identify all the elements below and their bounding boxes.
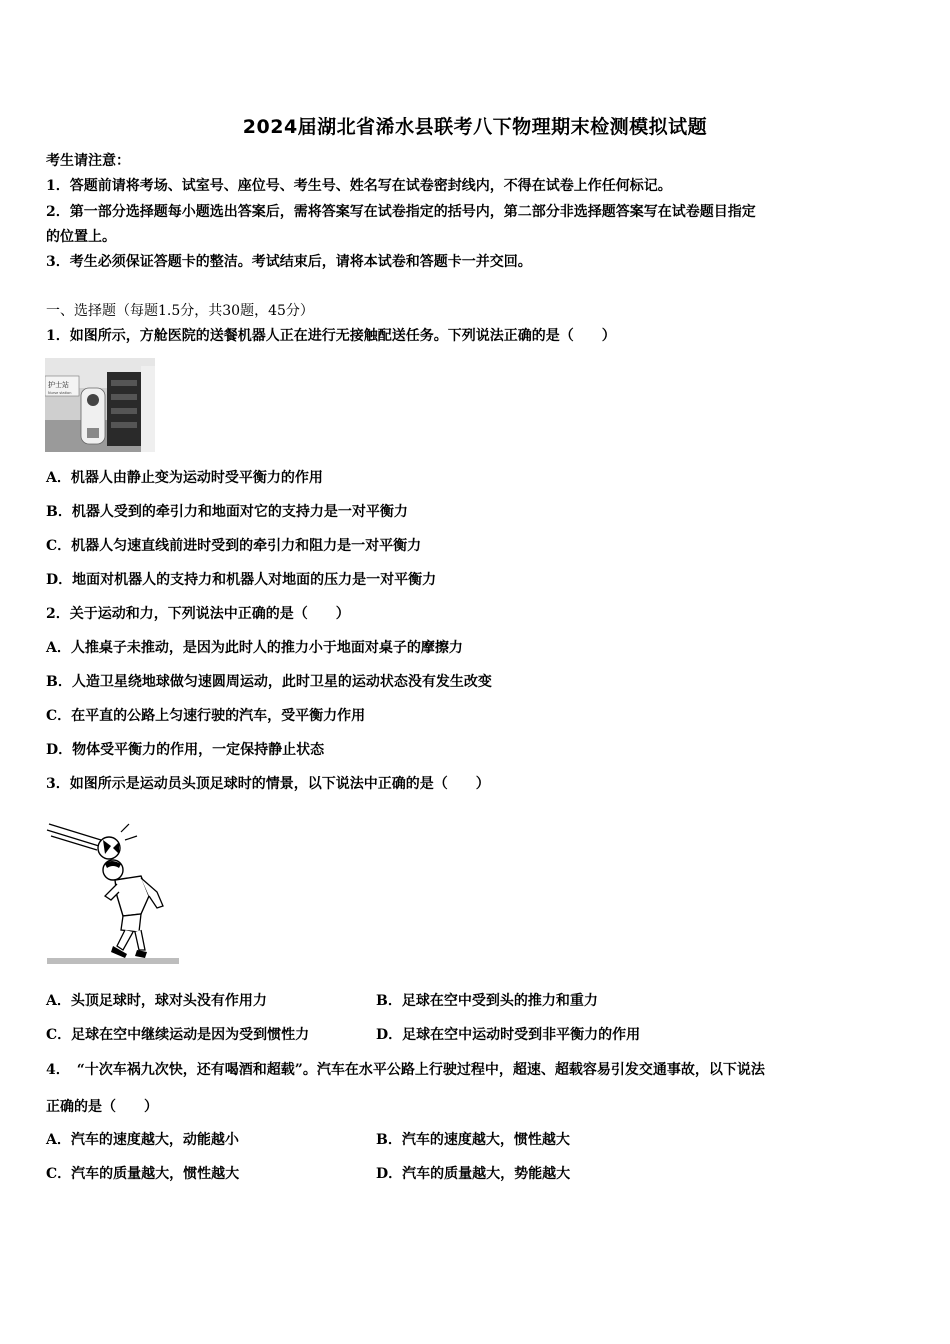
q3-option-a: A．头顶足球时，球对头没有作用力 — [46, 993, 267, 1009]
section-heading: 一、选择题（每题1.5分，共30题，45分） — [46, 303, 314, 319]
notice-item-2-cont: 的位置上。 — [46, 229, 116, 245]
notice-item-1: 1．答题前请将考场、试室号、座位号、考生号、姓名写在试卷密封线内，不得在试卷上作任何标记。 — [46, 178, 672, 194]
notice-item-2: 2．第一部分选择题每小题选出答案后，需将答案写在试卷指定的括号内，第二部分非选择题答案写在试卷题目指定 — [46, 204, 756, 220]
photo-sign-text: 护士站 — [48, 381, 69, 389]
q2-stem: 2．关于运动和力，下列说法中正确的是（ ） — [46, 606, 350, 622]
header-illustration — [45, 818, 181, 966]
q4-option-b: B．汽车的速度越大，惯性越大 — [376, 1132, 570, 1148]
q2-option-a: A．人推桌子未推动，是因为此时人的推力小于地面对桌子的摩擦力 — [46, 640, 463, 656]
q4-option-a: A．汽车的速度越大，动能越小 — [46, 1132, 239, 1148]
q2-option-c: C．在平直的公路上匀速行驶的汽车，受平衡力作用 — [46, 708, 366, 724]
q4-stem-line1: 4． “十次车祸九次快，还有喝酒和超载”。汽车在水平公路上行驶过程中，超速、超载容易引发交通事故，以下说法 — [46, 1062, 765, 1078]
q1-stem: 1．如图所示，方舱医院的送餐机器人正在进行无接触配送任务。下列说法正确的是（ ） — [46, 328, 616, 344]
q3-option-b: B．足球在空中受到头的推力和重力 — [376, 993, 598, 1009]
notice-heading: 考生请注意： — [46, 153, 130, 169]
q4-option-d: D．汽车的质量越大，势能越大 — [376, 1166, 571, 1182]
notice-item-3: 3．考生必须保证答题卡的整洁。考试结束后，请将本试卷和答题卡一并交回。 — [46, 254, 532, 270]
q1-option-c: C．机器人匀速直线前进时受到的牵引力和阻力是一对平衡力 — [46, 538, 422, 554]
q3-option-c: C．足球在空中继续运动是因为受到惯性力 — [46, 1027, 310, 1043]
document-title: 2024届湖北省浠水县联考八下物理期末检测模拟试题 — [242, 116, 708, 138]
q1-option-d: D．地面对机器人的支持力和机器人对地面的压力是一对平衡力 — [46, 572, 437, 588]
q1-option-b: B．机器人受到的牵引力和地面对它的支持力是一对平衡力 — [46, 504, 408, 520]
q3-stem: 3．如图所示是运动员头顶足球时的情景，以下说法中正确的是（ ） — [46, 776, 490, 792]
robot-photo — [45, 358, 155, 452]
photo-sign-subtext: Nurse station — [48, 391, 72, 395]
q2-option-b: B．人造卫星绕地球做匀速圆周运动，此时卫星的运动状态没有发生改变 — [46, 674, 492, 690]
q4-option-c: C．汽车的质量越大，惯性越大 — [46, 1166, 240, 1182]
q2-option-d: D．物体受平衡力的作用，一定保持静止状态 — [46, 742, 325, 758]
q4-stem-line2: 正确的是（ ） — [46, 1099, 158, 1115]
q3-option-d: D．足球在空中运动时受到非平衡力的作用 — [376, 1027, 641, 1043]
q1-option-a: A．机器人由静止变为运动时受平衡力的作用 — [46, 470, 323, 486]
